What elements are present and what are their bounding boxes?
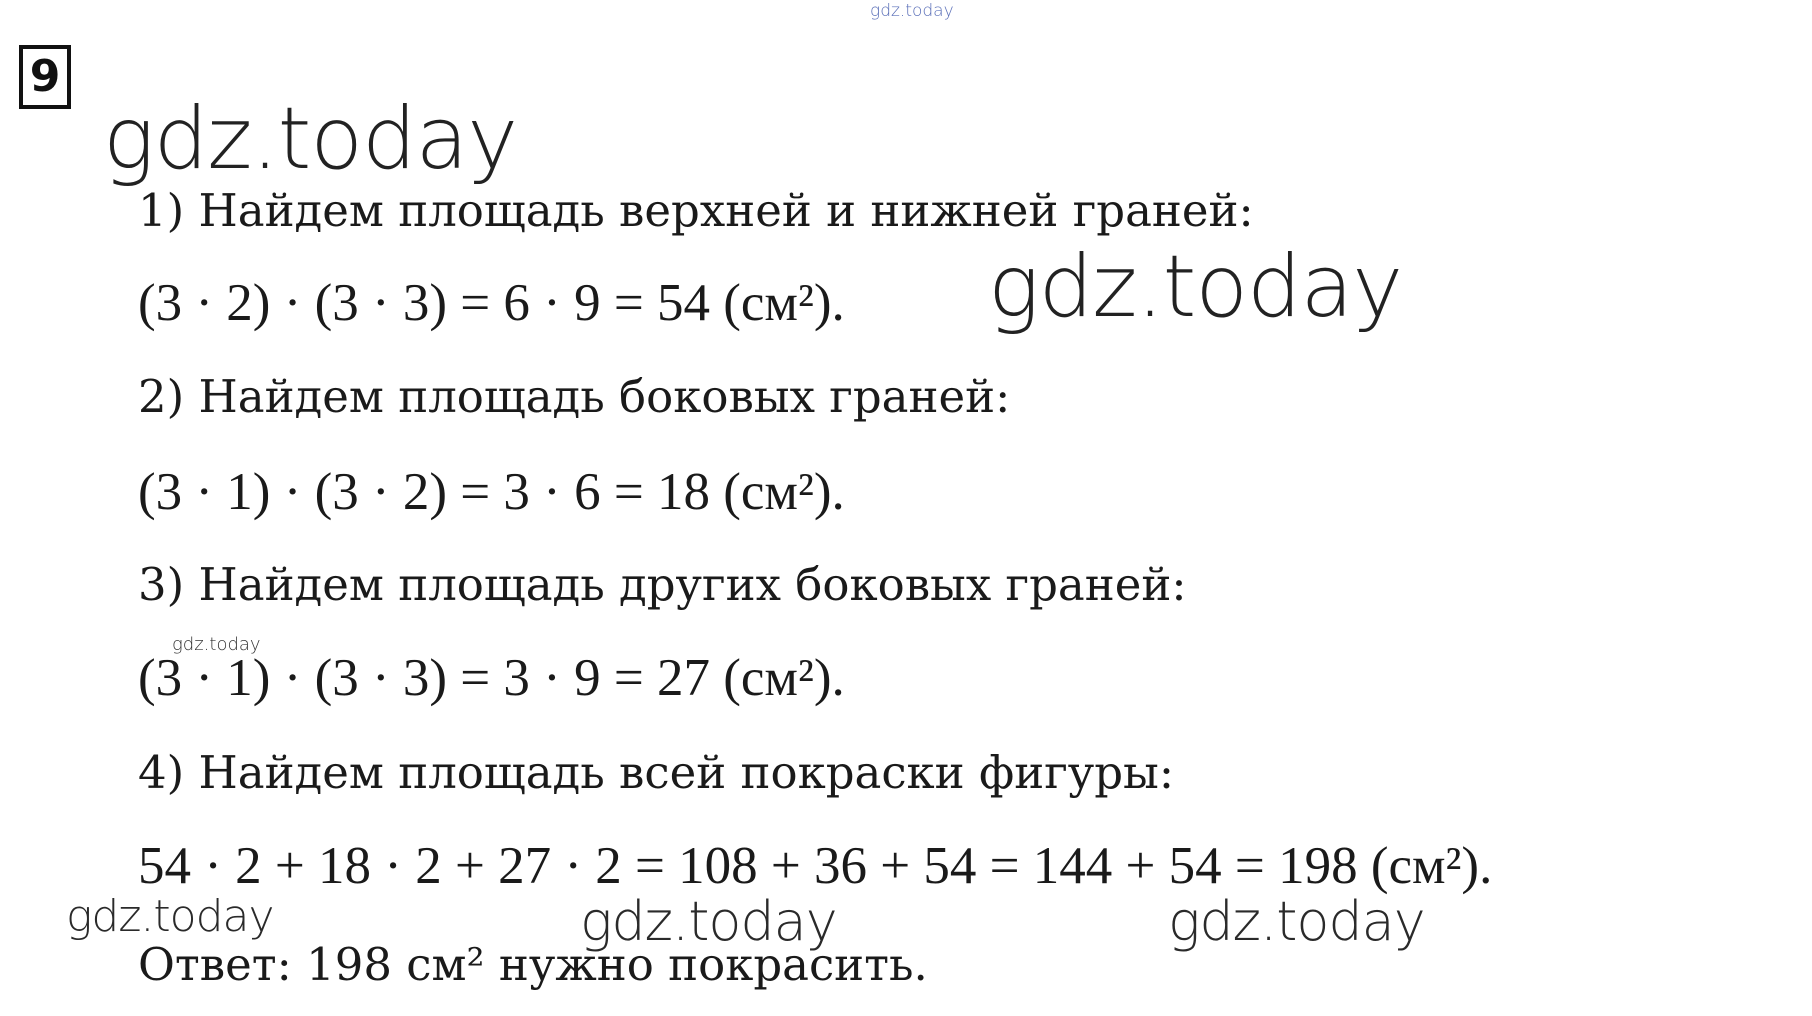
watermark-large: gdz.today: [103, 89, 518, 189]
watermark-bottom-right: gdz.today: [1168, 890, 1425, 953]
watermark-small: gdz.today: [172, 634, 261, 655]
step-1-equation: (3 · 2) · (3 · 3) = 6 · 9 = 54 (см²).: [138, 274, 845, 332]
step-4-equation: 54 · 2 + 18 · 2 + 27 · 2 = 108 + 36 + 54 = 144 + 54 = 198 (см²).: [138, 837, 1493, 895]
step-2-equation: (3 · 1) · (3 · 2) = 3 · 6 = 18 (см²).: [138, 463, 845, 521]
watermark-top: gdz.today: [870, 1, 954, 21]
watermark-inline: gdz.today: [988, 237, 1403, 337]
problem-number: 9: [19, 45, 71, 109]
watermark-bottom-left: gdz.today: [66, 891, 274, 942]
step-4-text: 4) Найдем площадь всей покраски фигуры:: [138, 746, 1175, 799]
step-2-text: 2) Найдем площадь боковых граней:: [138, 370, 1011, 423]
step-3-text: 3) Найдем площадь других боковых граней:: [138, 558, 1187, 611]
step-3-equation: (3 · 1) · (3 · 3) = 3 · 9 = 27 (см²).: [138, 649, 845, 707]
step-1-text: 1) Найдем площадь верхней и нижней граней:: [138, 184, 1254, 237]
answer-text: Ответ: 198 см² нужно покрасить.: [138, 938, 928, 991]
watermark-bottom-middle: gdz.today: [580, 890, 837, 953]
